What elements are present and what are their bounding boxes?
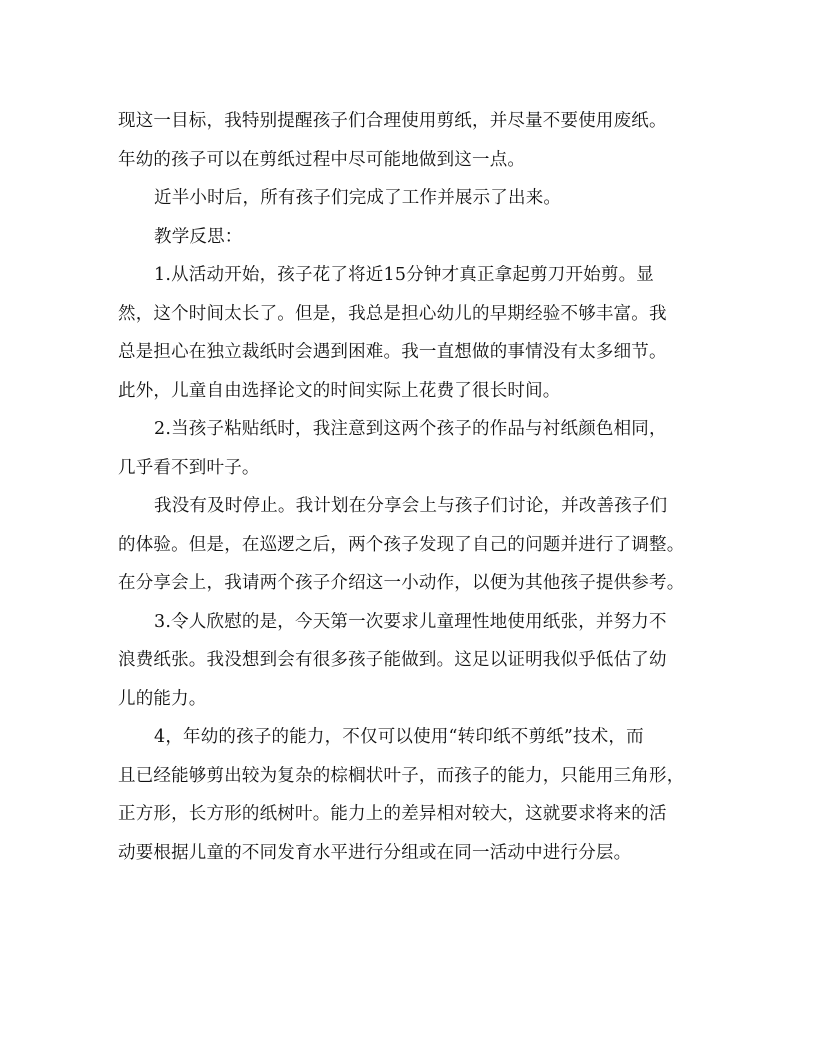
text-line: 正方形，长方形的纸树叶。能力上的差异相对较大，这就要求将来的活 xyxy=(118,804,667,824)
text-line: 动要根据儿童的不同发育水平进行分组或在同一活动中进行分层。 xyxy=(118,842,632,863)
text-line: 现这一目标，我特别提醒孩子们合理使用剪纸，并尽量不要使用废纸。 xyxy=(118,111,667,131)
text-line: 然，这个时间太长了。但是，我总是担心幼儿的早期经验不够丰富。我 xyxy=(118,303,667,324)
text-line: 1.从活动开始，孩子花了将近15分钟才真正拿起剪刀开始剪。显 xyxy=(154,265,654,285)
text-line: 儿的能力。 xyxy=(118,688,207,709)
text-line: 此外，儿童自由选择论文的时间实际上花费了很长时间。 xyxy=(118,380,561,401)
text-line: 4，年幼的孩子的能力，不仅可以使用“转印纸不剪纸”技术，而 xyxy=(154,727,644,747)
text-line: 几乎看不到叶子。 xyxy=(118,457,260,478)
text-line: 我没有及时停止。我计划在分享会上与孩子们讨论，并改善孩子们 xyxy=(154,496,668,516)
text-line: 3.令人欣慰的是，今天第一次要求儿童理性地使用纸张，并努力不 xyxy=(154,611,667,632)
text-line: 且已经能够剪出较为复杂的棕榈状叶子，而孩子的能力，只能用三角形， xyxy=(118,765,685,786)
text-line: 2.当孩子粘贴纸时，我注意到这两个孩子的作品与衬纸颜色相同， xyxy=(154,419,667,439)
text-line: 在分享会上，我请两个孩子介绍这一小动作，以便为其他孩子提供参考。 xyxy=(118,573,685,593)
text-line: 年幼的孩子可以在剪纸过程中尽可能地做到这一点。 xyxy=(118,149,526,170)
text-line: 总是担心在独立裁纸时会遇到困难。我一直想做的事情没有太多细节。 xyxy=(118,342,667,362)
text-line: 教学反思： xyxy=(154,226,243,247)
text-line: 浪费纸张。我没想到会有很多孩子能做到。这足以证明我似乎低估了幼 xyxy=(118,650,667,670)
document-body xyxy=(118,102,700,872)
text-line: 近半小时后，所有孩子们完成了工作并展示了出来。 xyxy=(154,188,562,208)
text-line: 的体验。但是，在巡逻之后，两个孩子发现了自己的问题并进行了调整。 xyxy=(118,534,685,555)
